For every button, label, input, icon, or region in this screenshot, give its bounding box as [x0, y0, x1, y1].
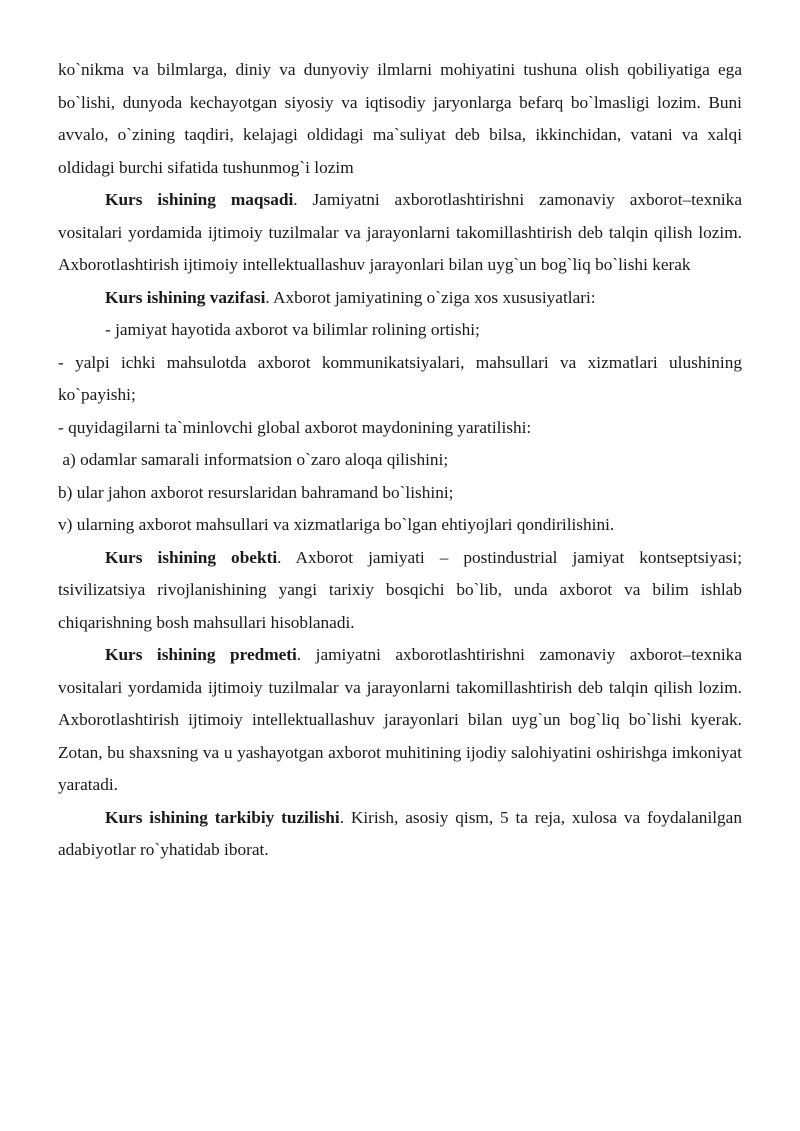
paragraph-intro: ko`nikma va bilmlarga, diniy va dunyoviy ilmlarni mohiyatini tushuna olish qobiliyatiga ega bo`lishi, dunyoda kechayotgan siyosiy va iqtisodiy jaryonlarga befarq bo`lmasligi lozim. Buni avvalo, o`zining taqdiri, kelajagi oldidagi ma`suliyat deb bilsa, ikkinchidan, vatani va xalqi oldidagi burchi sifatida tushunmog`i lozim	[58, 60, 742, 177]
list-item: b) ular jahon axborot resurslaridan bahramand bo`lishini;	[58, 482, 454, 502]
heading-obekt: Kurs ishining obekti	[105, 547, 278, 567]
list-item: - jamiyat hayotida axborot va bilimlar rolining ortishi;	[105, 320, 480, 339]
heading-predmet: Kurs ishining predmeti	[105, 645, 297, 664]
heading-tarkib: Kurs ishining tarkibiy tuzilishi	[105, 807, 340, 827]
heading-vazifa: Kurs ishining vazifasi	[105, 287, 266, 307]
paragraph-tarkib	[58, 802, 742, 867]
list-item: - quyidagilarni ta`minlovchi global axborot maydonining yaratilishi:	[58, 417, 532, 437]
list-item: a) odamlar samarali informatsion o`zaro aloqa qilishini;	[58, 450, 449, 469]
list-item: - yalpi ichki mahsulotda axborot kommunikatsiyalari, mahsullari va xizmatlari ulushining ko`payishi;	[58, 352, 742, 404]
paragraph-obekt	[58, 542, 742, 640]
heading-maqsad: Kurs ishining maqsadi	[105, 190, 294, 209]
document-page	[58, 54, 742, 867]
paragraph-maqsad	[58, 184, 742, 282]
text-tarkib: . Kirish, asosiy qism, 5 ta reja, xulosa va foydalanilgan adabiyotlar ro`yhatidab iborat.	[58, 807, 742, 859]
text-vazifa: . Axborot jamiyatining o`ziga xos xususiyatlari:	[265, 287, 596, 307]
list-item: v) ularning axborot mahsullari va xizmatlariga bo`lgan ehtiyojlari qondirilishini.	[58, 515, 615, 534]
paragraph-vazifa	[58, 282, 742, 315]
text-maqsad: . Jamiyatni axborotlashtirishni zamonaviy axborot–texnika vositalari yordamida ijtimoiy tuzilmalar va jarayonlarni takomillashtirish deb talqin qilish lozim. Axborotlashtirish ijtimoiy intellektuallashuv jarayonlari bilan uyg`un bog`liq bo`lishi kerak	[58, 190, 742, 274]
paragraph-predmet	[58, 639, 742, 802]
text-predmet: . jamiyatni axborotlashtirishni zamonaviy axborot–texnika vositalari yordamida ijtimoiy tuzilmalar va jarayonlarni takomillashtirish deb talqin qilish lozim. Axborotlashtirish ijtimoiy intellektuallashuv jarayonlari bilan uyg`un bog`liq bo`lishi kyerak. Zotan, bu shaxsning va u yashayotgan axborot muhitining ijodiy salohiyatini oshirishga imkoniyat yaratadi.	[58, 645, 742, 794]
text-obekt: . Axborot jamiyati – postindustrial jamiyat kontseptsiyasi; tsivilizatsiya rivojlanishining yangi tarixiy bosqichi bo`lib, unda axborot va bilim ishlab chiqarishning bosh mahsullari hisoblanadi.	[58, 547, 742, 632]
